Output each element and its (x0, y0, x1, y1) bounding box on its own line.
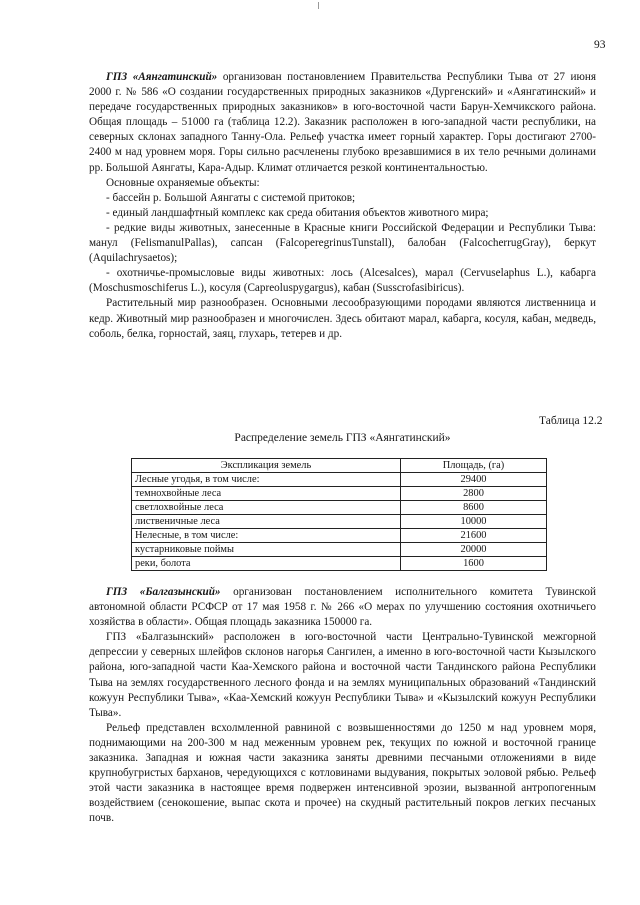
table-title: Распределение земель ГПЗ «Аянгатинский» (234, 432, 451, 444)
table-row (132, 529, 547, 543)
balgazynsky-relief: Рельеф представлен всхолмленной равниной с возвышенностями до 1250 м над уровнем моря, поднимающими на 200-300 м над меженным уровнем рек, текущих по южной и восточной границе заказника. Западная и южная части заказника заняты древними песчаными отложениями в виде крупнобугристых барханов, чередующихся с котловинами выдувания, покрытых эоловой рябью. Рельеф этой части заказника в настоящее время подвержен интенсивной эрозии, вызванной антропогенным воздействием (сенокошение, выпас скота и прочее) на скудный растительный покров легких песчаных почв. (89, 721, 596, 825)
balgazynsky-name: ГПЗ «Балгазынский» (106, 586, 221, 598)
land-distribution-table (131, 458, 547, 571)
protected-object-item: - единый ландшафтный комплекс как среда обитания объектов животного мира; (106, 206, 489, 219)
area-cell: 8600 (401, 501, 547, 515)
balgazynsky-intro-text: организован постановлением исполнительного комитета Тувинской автономной области РСФСР от 17 мая 1958 г. № 266 «О мерах по улучшению состояния охотничьего хозяйства в области». Общая площадь заказника 150000 га. (89, 586, 596, 629)
land-type-cell: темнохвойные леса (132, 487, 401, 501)
table-row (132, 515, 547, 529)
land-type-cell: кустарниковые поймы (132, 543, 401, 557)
scan-mark (318, 2, 319, 9)
land-type-cell: лиственичные леса (132, 515, 401, 529)
table-caption: Таблица 12.2 (539, 415, 603, 427)
balgazynsky-location: ГПЗ «Балгазынский» расположен в юго-восточной части Центрально-Тувинской межгорной депрессии у северных шлейфов склонов нагорья Сангилен, а именно в юго-восточной части Кызылского района, юго-западной части Каа-Хемского района и восточной части Тандинского района Республики Тыва на землях государственного лесного фонда и на землях муниципальных образований «Тандинский кожуун Республики Тыва», «Каа-Хемский кожуун Республики Тыва» и «Кызылский кожуун Республики Тыва». (89, 631, 596, 719)
ayangatinsky-name: ГПЗ «Аянгатинский» (106, 71, 218, 83)
area-cell: 2800 (401, 487, 547, 501)
land-type-cell: Нелесные, в том числе: (132, 529, 401, 543)
land-type-cell: реки, болота (132, 557, 401, 571)
area-cell: 21600 (401, 529, 547, 543)
area-cell: 1600 (401, 557, 547, 571)
land-type-cell: Лесные угодья, в том числе: (132, 473, 401, 487)
table-row (132, 501, 547, 515)
area-cell: 10000 (401, 515, 547, 529)
ayangatinsky-intro (89, 70, 596, 176)
section-ayangatinsky (89, 70, 596, 342)
table-row (132, 543, 547, 557)
table-row (132, 487, 547, 501)
area-cell: 20000 (401, 543, 547, 557)
protected-object-item: - редкие виды животных, занесенные в Красные книги Российской Федерации и Республики Тыва: манул (FelismanulPallas), сапсан (FalcoperegrinusTunstall), балобан (FalcocherrugGray), беркут (Aquilachrysaetos); (89, 221, 596, 265)
ayangatinsky-intro-text: организован постановлением Правительства Республики Тыва от 27 июня 2000 г. № 586 «О создании государственных природных заказников «Дургенский» и «Аянгатинский» и передаче государственных природных заказников» в юго-восточной части Барун-Хемчикского района. Общая площадь – 51000 га (таблица 12.2). Заказник расположен в юго-западной части республики, на северных склонах западного Танну-Ола. Рельеф участка имеет горный характер. Горы достигают 2700-2400 м над уровнем моря. Горы сильно расчленены глубоко врезавшимися в их тело речными долинами рр. Большой Аянгаты, Кара-Адыр. Климат отличается резкой континентальностью. (89, 71, 596, 174)
protected-object-item: - бассейн р. Большой Аянгаты с системой притоков; (106, 191, 356, 204)
area-cell: 29400 (401, 473, 547, 487)
protected-object-item: - охотничье-промысловые виды животных: лось (Alcesalces), марал (Cervuselaphus L.), кабарга (Moschusmoschiferus L.), косуля (Capreoluspygargus), кабан (Susscrofasibiricus). (89, 267, 596, 295)
table-row (132, 557, 547, 571)
protected-objects-heading: Основные охраняемые объекты: (106, 176, 260, 189)
page-number: 93 (594, 39, 606, 51)
column-header-land-type: Экспликация земель (132, 459, 401, 473)
table-row (132, 473, 547, 487)
section-balgazynsky (89, 585, 596, 827)
ayangatinsky-flora-fauna: Растительный мир разнообразен. Основными лесообразующими породами являются лиственница и кедр. Животный мир разнообразен и многочислен. Здесь обитают марал, кабарга, косуля, кабан, медведь, соболь, белка, горностай, заяц, глухарь, тетерев и др. (89, 297, 596, 340)
land-type-cell: светлохвойные леса (132, 501, 401, 515)
balgazynsky-intro (89, 585, 596, 630)
column-header-area: Площадь, (га) (401, 459, 547, 473)
table-header-row (132, 459, 547, 473)
